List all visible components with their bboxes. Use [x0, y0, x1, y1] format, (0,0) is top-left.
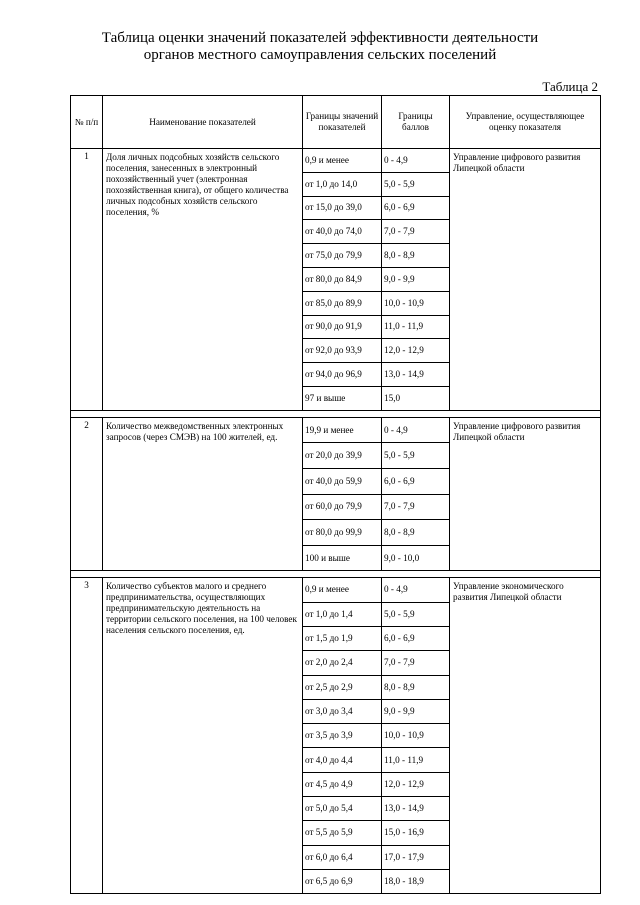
value-limit-cell: от 80,0 до 99,9	[303, 520, 382, 546]
points-range-cell: 5,0 - 5,9	[382, 443, 450, 469]
points-range-cell: 6,0 - 6,9	[382, 196, 450, 220]
value-limit-cell: от 3,5 до 3,9	[303, 724, 382, 748]
points-range-cell: 11,0 - 11,9	[382, 748, 450, 772]
value-limit-cell: 0,9 и менее	[303, 578, 382, 602]
title-line-2: органов местного самоуправления сельских поселений	[143, 47, 497, 63]
points-range-cell: 8,0 - 8,9	[382, 520, 450, 546]
value-limit-cell: от 6,5 до 6,9	[303, 869, 382, 893]
table-number-label: Таблица 2	[542, 79, 598, 94]
title-line-1: Таблица оценки значений показателей эффективности деятельности	[101, 30, 539, 46]
value-limit-cell: от 1,0 до 14,0	[303, 172, 382, 196]
points-range-cell: 15,0 - 16,9	[382, 821, 450, 845]
value-limit-cell: от 6,0 до 6,4	[303, 845, 382, 869]
points-range-cell: 12,0 - 12,9	[382, 772, 450, 796]
value-limit-cell: от 20,0 до 39,9	[303, 443, 382, 469]
separator-cell	[71, 571, 601, 578]
value-limit-cell: от 85,0 до 89,9	[303, 291, 382, 315]
points-range-cell: 18,0 - 18,9	[382, 869, 450, 893]
points-range-cell: 9,0 - 9,9	[382, 699, 450, 723]
points-range-cell: 9,0 - 10,0	[382, 545, 450, 571]
document-title	[0, 30, 640, 64]
points-range-cell: 9,0 - 9,9	[382, 267, 450, 291]
value-limit-cell: от 1,5 до 1,9	[303, 626, 382, 650]
separator-cell	[71, 410, 601, 417]
value-limit-cell: от 40,0 до 74,0	[303, 220, 382, 244]
points-range-cell: 13,0 - 14,9	[382, 363, 450, 387]
points-range-cell: 0 - 4,9	[382, 417, 450, 443]
section-separator	[71, 571, 601, 578]
value-limit-cell: от 3,0 до 3,4	[303, 699, 382, 723]
value-limit-cell: от 40,0 до 59,9	[303, 468, 382, 494]
indicators-table	[70, 95, 601, 894]
value-limit-cell: от 2,0 до 2,4	[303, 651, 382, 675]
indicator-name: Количество межведомственных электронных запросов (через СМЭВ) на 100 жителей, ед.	[103, 417, 303, 571]
value-limit-cell: от 1,0 до 1,4	[303, 602, 382, 626]
value-limit-cell: от 94,0 до 96,9	[303, 363, 382, 387]
header-points: Границы баллов	[382, 96, 450, 149]
value-limit-cell: от 80,0 до 84,9	[303, 267, 382, 291]
points-range-cell: 7,0 - 7,9	[382, 220, 450, 244]
points-range-cell: 15,0	[382, 386, 450, 410]
value-limit-cell: от 90,0 до 91,9	[303, 315, 382, 339]
value-limit-cell: 0,9 и менее	[303, 149, 382, 173]
responsible-department: Управление цифрового развития Липецкой области	[450, 417, 601, 571]
points-range-cell: 13,0 - 14,9	[382, 797, 450, 821]
value-limit-cell: от 5,5 до 5,9	[303, 821, 382, 845]
indicator-name: Количество субъектов малого и среднего предпринимательства, осуществляющих предпринимательскую деятельность на территории сельского поселения, на 100 человек населения сельского поселения, ед.	[103, 578, 303, 894]
points-range-cell: 10,0 - 10,9	[382, 724, 450, 748]
points-range-cell: 7,0 - 7,9	[382, 494, 450, 520]
header-org: Управление, осуществляющее оценку показателя	[450, 96, 601, 149]
points-range-cell: 17,0 - 17,9	[382, 845, 450, 869]
points-range-cell: 0 - 4,9	[382, 149, 450, 173]
indicator-number: 1	[71, 149, 103, 411]
value-limit-cell: от 75,0 до 79,9	[303, 244, 382, 268]
table-row	[71, 149, 601, 173]
points-range-cell: 5,0 - 5,9	[382, 602, 450, 626]
points-range-cell: 5,0 - 5,9	[382, 172, 450, 196]
value-limit-cell: 100 и выше	[303, 545, 382, 571]
header-limits: Границы значений показателей	[303, 96, 382, 149]
value-limit-cell: от 92,0 до 93,9	[303, 339, 382, 363]
points-range-cell: 7,0 - 7,9	[382, 651, 450, 675]
points-range-cell: 0 - 4,9	[382, 578, 450, 602]
points-range-cell: 6,0 - 6,9	[382, 626, 450, 650]
table-row	[71, 417, 601, 443]
value-limit-cell: от 5,0 до 5,4	[303, 797, 382, 821]
points-range-cell: 11,0 - 11,9	[382, 315, 450, 339]
value-limit-cell: 97 и выше	[303, 386, 382, 410]
table-header-row	[71, 96, 601, 149]
value-limit-cell: от 60,0 до 79,9	[303, 494, 382, 520]
points-range-cell: 12,0 - 12,9	[382, 339, 450, 363]
points-range-cell: 10,0 - 10,9	[382, 291, 450, 315]
indicator-number: 3	[71, 578, 103, 894]
responsible-department: Управление экономического развития Липецкой области	[450, 578, 601, 894]
responsible-department: Управление цифрового развития Липецкой области	[450, 149, 601, 411]
value-limit-cell: от 4,5 до 4,9	[303, 772, 382, 796]
value-limit-cell: 19,9 и менее	[303, 417, 382, 443]
value-limit-cell: от 2,5 до 2,9	[303, 675, 382, 699]
points-range-cell: 6,0 - 6,9	[382, 468, 450, 494]
points-range-cell: 8,0 - 8,9	[382, 244, 450, 268]
indicator-name: Доля личных подсобных хозяйств сельского поселения, занесенных в электронный похозяйственный учет (электронная похозяйственная книга), от общего количества личных подсобных хозяйств сельского поселения, %	[103, 149, 303, 411]
value-limit-cell: от 15,0 до 39,0	[303, 196, 382, 220]
indicator-number: 2	[71, 417, 103, 571]
header-num: № п/п	[71, 96, 103, 149]
section-separator	[71, 410, 601, 417]
table-row	[71, 578, 601, 602]
points-range-cell: 8,0 - 8,9	[382, 675, 450, 699]
table-body	[71, 149, 601, 894]
header-name: Наименование показателей	[103, 96, 303, 149]
value-limit-cell: от 4,0 до 4,4	[303, 748, 382, 772]
